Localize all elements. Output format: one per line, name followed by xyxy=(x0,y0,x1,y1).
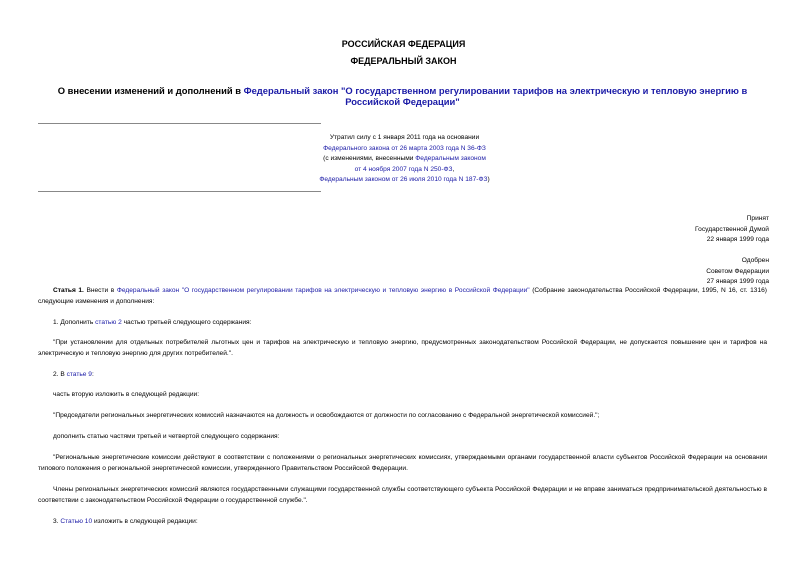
item-3-link[interactable]: Статью 10 xyxy=(60,518,93,525)
law-title-link[interactable]: Федеральный закон "О государственном регулировании тарифов на электрическую и тепловую энергию в Российской Федерации" xyxy=(243,85,748,107)
article-1-text-before: Внести в xyxy=(83,287,117,294)
expired-line-3-text: (с изменениями, внесенными xyxy=(323,155,416,162)
item-2-prefix: 2. В xyxy=(53,371,67,378)
law-title xyxy=(45,85,760,107)
approved-label: Одобрен xyxy=(741,257,769,264)
separator-top xyxy=(38,123,321,124)
item-3-prefix: 3. xyxy=(53,518,61,525)
accepted-block xyxy=(695,214,769,246)
item-1-prefix: 1. Дополнить xyxy=(53,319,96,326)
expired-note xyxy=(282,133,527,186)
item-3-suffix: изложить в следующей редакции: xyxy=(92,518,198,525)
law-title-prefix: О внесении изменений и дополнений в xyxy=(57,85,244,96)
item-3-paragraph xyxy=(38,516,767,527)
article-1-text-after: (Собрание законодательства Российской Федерации, 1995, N 16, ст. 1316) следующие изменения и дополнения: xyxy=(38,287,767,305)
accepted-body: Государственной Думой xyxy=(695,225,769,233)
expired-link-2007[interactable]: от 4 ноября 2007 года N 250-ФЗ xyxy=(354,165,453,173)
item-2-paragraph xyxy=(38,369,767,380)
item-2-line-1: часть вторую изложить в следующей редакции: xyxy=(53,391,200,398)
item-1-paragraph xyxy=(38,317,767,328)
expired-line-5-text: ) xyxy=(487,176,490,183)
item-1-suffix: частью третьей следующего содержания: xyxy=(121,319,252,326)
approved-block xyxy=(706,256,769,288)
article-1-label: Статья 1. xyxy=(53,287,84,294)
item-2-line-2: дополнить статью частями третьей и четвертой следующего содержания: xyxy=(53,433,280,440)
law-type-heading: ФЕДЕРАЛЬНЫЙ ЗАКОН xyxy=(350,56,457,66)
quote-1-paragraph: "При установлении для отдельных потребителей льготных цен и тарифов на электрическую и тепловую энергию, предусмотренных законодательством Российской Федерации, не допускается повышение цен и тарифов на электрическую и тепловую энергию для других потребителей.". xyxy=(38,339,767,357)
expired-line-1: Утратил силу с 1 января 2011 года на основании xyxy=(329,134,480,141)
separator-bottom xyxy=(38,191,321,192)
article-1-paragraph xyxy=(38,285,767,307)
expired-line-4-text: , xyxy=(452,165,455,173)
accepted-date: 22 января 1999 года xyxy=(706,236,769,243)
item-1-link[interactable]: статью 2 xyxy=(95,319,122,326)
item-2-link[interactable]: статье 9 xyxy=(66,371,92,378)
expired-link-2003[interactable]: Федерального закона от 26 марта 2003 года N 36-ФЗ xyxy=(323,144,486,152)
country-heading: РОССИЙСКАЯ ФЕДЕРАЦИЯ xyxy=(341,39,466,49)
expired-link-2010[interactable]: Федеральным законом от 26 июля 2010 года N 187-ФЗ xyxy=(319,176,488,183)
expired-link-amend[interactable]: Федеральным законом xyxy=(415,155,486,162)
quote-4-paragraph: Члены региональных энергетических комиссий являются государственными служащими государственной службы соответствующего субъекта Российской Федерации и не вправе заниматься предпринимательской деятельностью в соответствии с законодательством Российской Федерации о государственной службе.". xyxy=(38,486,767,504)
accepted-label: Принят xyxy=(746,215,769,222)
article-1-law-link[interactable]: Федеральный закон "О государственном регулировании тарифов на электрическую и тепловую энергию в Российской Федерации" xyxy=(116,287,530,294)
quote-3-paragraph: "Региональные энергетические комиссии действуют в соответствии с положениями о региональных энергетических комиссиях, утверждаемыми органами государственной власти субъектов Российской Федерации на основании типового положения о региональной энергетической комиссии, утвержденного Правительством Российской Федерации. xyxy=(38,454,767,472)
approved-body: Советом Федерации xyxy=(706,267,769,275)
quote-2-paragraph: "Председатели региональных энергетических комиссий назначаются на должность и освобождаются от должности по согласованию с Федеральной энергетической комиссией."; xyxy=(53,412,600,419)
item-2-suffix: : xyxy=(91,371,94,378)
approved-date: 27 января 1999 года xyxy=(706,278,769,285)
